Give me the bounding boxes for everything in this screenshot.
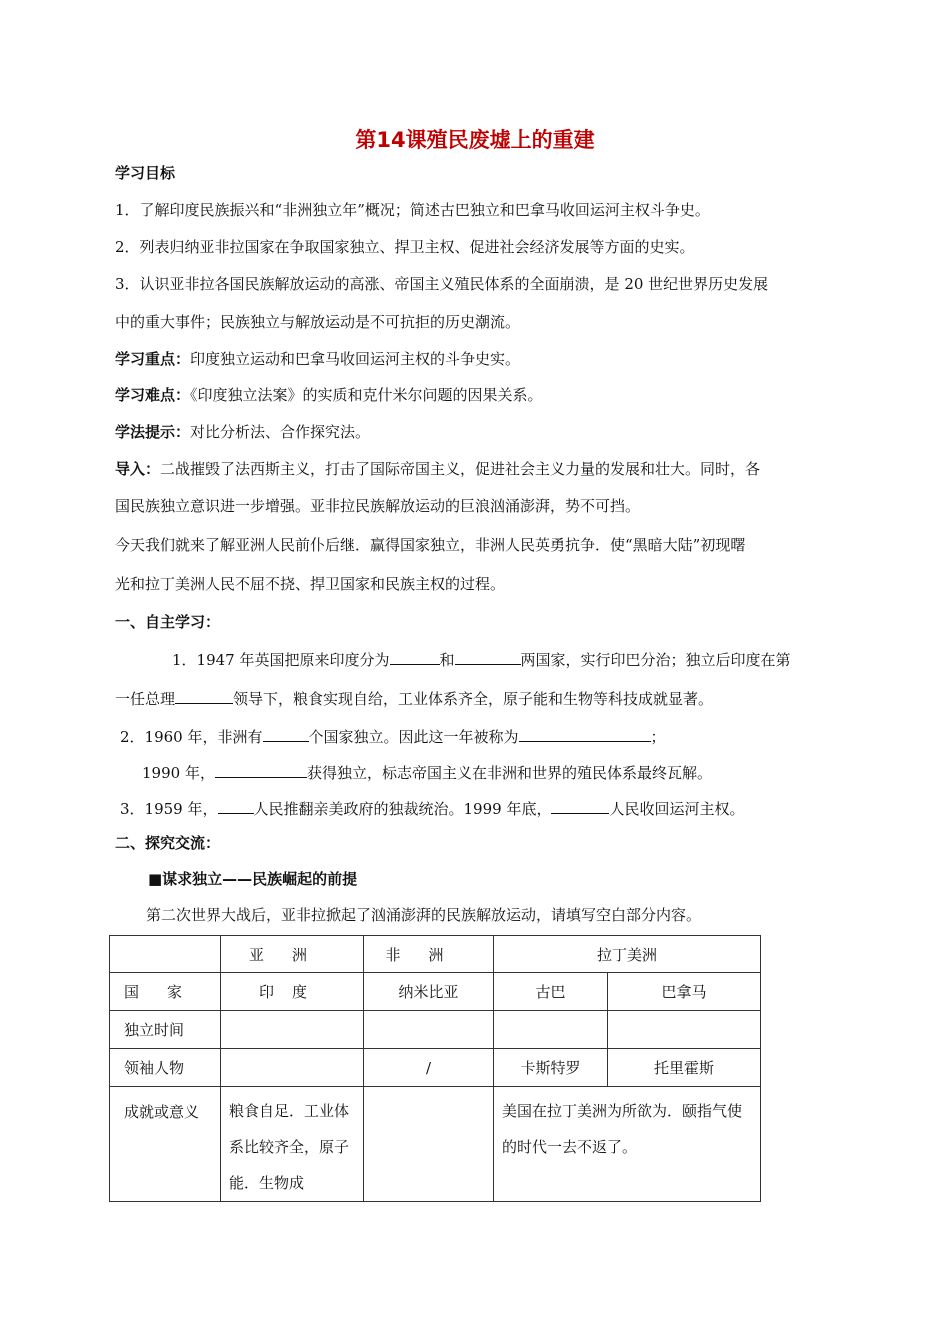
blank-3a[interactable] [218, 797, 254, 814]
table-cell: 非洲 [364, 936, 494, 973]
key-points [115, 349, 520, 369]
objective-1: 1．了解印度民族振兴和“非洲独立年”概况；简述古巴独立和巴拿马收回运河主权斗争史。 [115, 201, 710, 219]
difficulty [115, 385, 543, 405]
table-cell: 古巴 [494, 973, 608, 1011]
table-cell: 美国在拉丁美洲为所欲为．颐指气使的时代一去不返了。 [494, 1087, 761, 1202]
objective-3: 3．认识亚非拉各国民族解放运动的高涨、帝国主义殖民体系的全面崩溃，是 20 世纪世界历史发展 [115, 275, 769, 293]
table-cell[interactable] [221, 1011, 364, 1049]
section2-heading: 二、探究交流： [115, 834, 221, 852]
table-row [110, 1087, 761, 1202]
question-3: 3．1959 年， 人民推翻亲美政府的独裁统治。1999 年底， 人民收回运河主权。 [120, 797, 744, 819]
table-cell: 拉丁美洲 [494, 936, 761, 973]
difficulty-text: 《印度独立法案》的实质和克什米尔问题的因果关系。 [190, 386, 543, 404]
table-cell: 独立时间 [110, 1011, 221, 1049]
table-cell: 国家 [110, 973, 221, 1011]
table-cell: 亚洲 [221, 936, 364, 973]
difficulty-label: 学习难点： [115, 386, 191, 404]
table-cell[interactable] [221, 1049, 364, 1087]
intro-line-3: 今天我们就来了解亚洲人民前仆后继．赢得国家独立，非洲人民英勇抗争．使“黑暗大陆”初现曙 [115, 536, 746, 554]
table-row [110, 973, 761, 1011]
method-label: 学法提示： [115, 423, 191, 441]
table-cell [110, 936, 221, 973]
blank-1c[interactable] [175, 687, 233, 704]
method-text: 对比分析法、合作探究法。 [190, 423, 371, 441]
table-cell[interactable] [364, 1011, 494, 1049]
table-cell: / [364, 1049, 494, 1087]
objectives-heading: 学习目标 [115, 164, 176, 182]
intro-line-1 [115, 459, 760, 479]
table-row [110, 936, 761, 973]
page-title: 第14课殖民废墟上的重建 [355, 128, 595, 152]
table-cell: 托里霍斯 [608, 1049, 761, 1087]
table-row [110, 1049, 761, 1087]
section2-instruction: 第二次世界大战后，亚非拉掀起了汹涌澎湃的民族解放运动，请填写空白部分内容。 [146, 906, 702, 924]
section2-subheading: ■谋求独立——民族崛起的前提 [148, 870, 358, 888]
intro-line-2: 国民族独立意识进一步增强。亚非拉民族解放运动的巨浪汹涌澎湃，势不可挡。 [115, 497, 641, 515]
table-cell: 卡斯特罗 [494, 1049, 608, 1087]
table-cell[interactable] [608, 1011, 761, 1049]
blank-2c[interactable] [215, 761, 307, 778]
blank-2a[interactable] [263, 725, 309, 742]
table-cell[interactable] [364, 1087, 494, 1202]
key-points-label: 学习重点： [115, 350, 191, 368]
blank-2b[interactable] [519, 725, 651, 742]
question-2-line-2: 1990 年， 获得独立，标志帝国主义在非洲和世界的殖民体系最终瓦解。 [142, 761, 712, 783]
table-row [110, 1011, 761, 1049]
table-cell: 领袖人物 [110, 1049, 221, 1087]
objective-2: 2．列表归纳亚非拉国家在争取国家独立、捍卫主权、促进社会经济发展等方面的史实。 [115, 238, 695, 256]
table-cell: 巴拿马 [608, 973, 761, 1011]
table-cell: 成就或意义 [110, 1087, 221, 1202]
intro-label: 导入： [115, 460, 161, 478]
question-1-line-1: 1．1947 年英国把原来印度分为 和 两国家，实行印巴分治；独立后印度在第 [172, 648, 791, 670]
table-cell: 纳米比亚 [364, 973, 494, 1011]
independence-table [109, 935, 761, 1202]
table-cell: 印度 [221, 973, 364, 1011]
blank-1a[interactable] [390, 648, 440, 665]
question-1-line-2: 一任总理 领导下，粮食实现自给，工业体系齐全，原子能和生物等科技成就显著。 [115, 687, 713, 709]
table-cell: 粮食自足．工业体系比较齐全，原子能．生物成 [221, 1087, 364, 1202]
intro-text-1: 二战摧毁了法西斯主义，打击了国际帝国主义，促进社会主义力量的发展和壮大。同时，各 [160, 460, 761, 478]
question-2-line-1: 2．1960 年，非洲有 个国家独立。因此这一年被称为 ； [120, 725, 666, 747]
method [115, 422, 370, 442]
intro-line-4: 光和拉丁美洲人民不屈不挠、捍卫国家和民族主权的过程。 [115, 575, 506, 593]
blank-3b[interactable] [551, 797, 609, 814]
section1-heading: 一、自主学习： [115, 613, 221, 631]
blank-1b[interactable] [455, 648, 521, 665]
table-cell[interactable] [494, 1011, 608, 1049]
objective-3-cont: 中的重大事件；民族独立与解放运动是不可抗拒的历史潮流。 [115, 313, 521, 331]
key-points-text: 印度独立运动和巴拿马收回运河主权的斗争史实。 [190, 350, 521, 368]
